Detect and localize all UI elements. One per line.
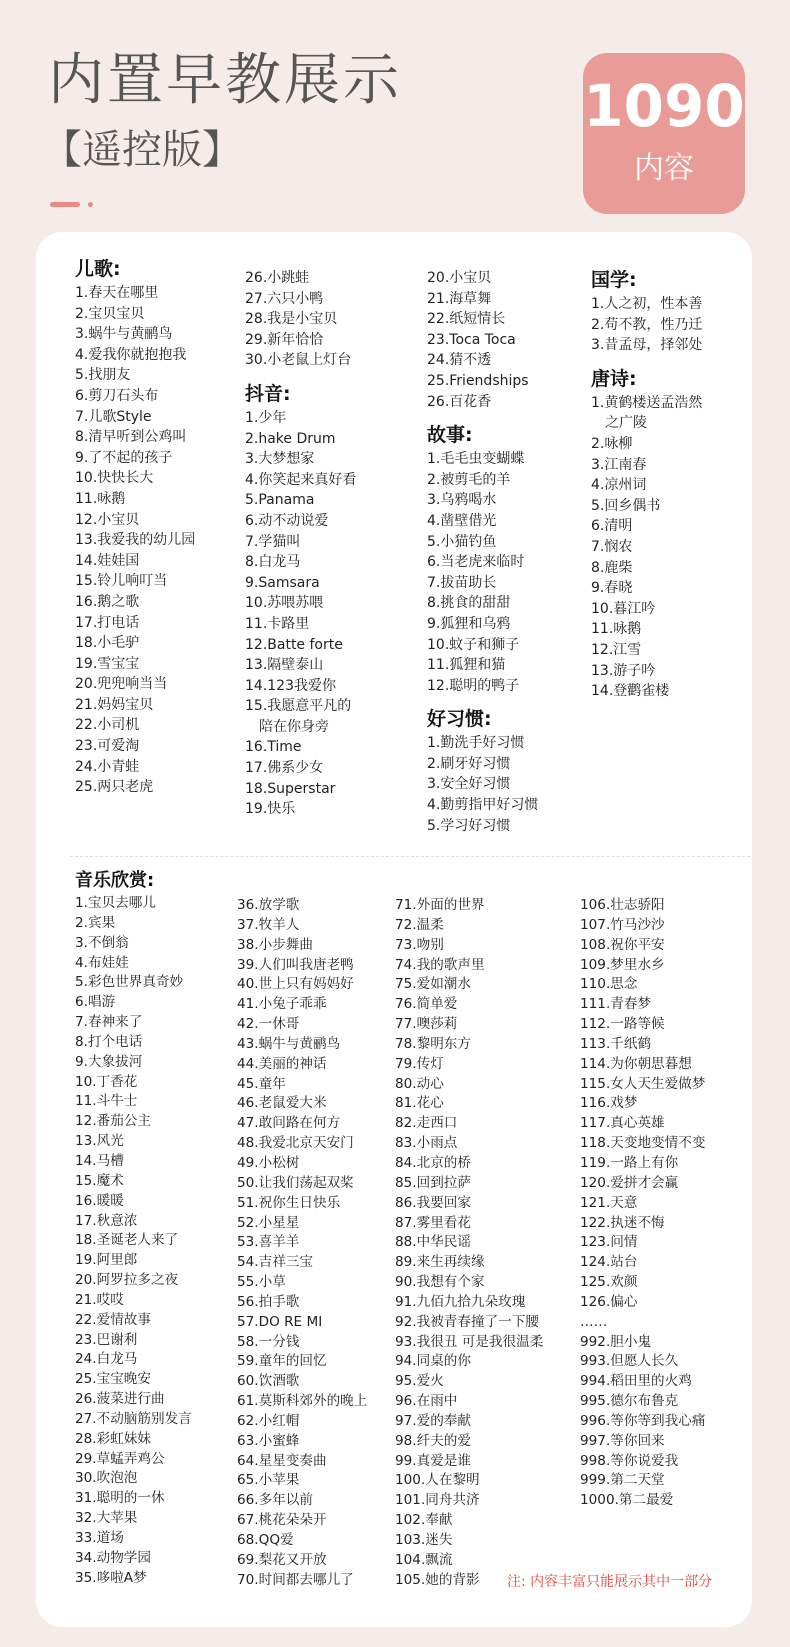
list-item: 91.九佰九拾九朵玫瑰 bbox=[395, 1293, 526, 1310]
list-item: 116.戏梦 bbox=[580, 1095, 638, 1112]
column-douyin bbox=[245, 268, 356, 820]
list-item: 7.春神来了 bbox=[75, 1014, 143, 1031]
list-item: 9.Samsara bbox=[245, 574, 320, 591]
list-item: 3.不倒翁 bbox=[75, 934, 129, 951]
list-item: 36.放学歌 bbox=[237, 897, 300, 913]
list-item: 24.白龙马 bbox=[75, 1351, 138, 1368]
list-item: 120.爱拼才会赢 bbox=[580, 1174, 679, 1191]
list-item: 6.剪刀石头布 bbox=[75, 387, 159, 404]
list-item: 44.美丽的神话 bbox=[237, 1055, 327, 1072]
list-item: 96.在雨中 bbox=[395, 1393, 458, 1410]
list-item: 4.勤剪指甲好习惯 bbox=[427, 797, 539, 814]
list-item: 35.哆啦A梦 bbox=[75, 1569, 147, 1586]
list-item: 89.来生再续缘 bbox=[395, 1254, 485, 1271]
list-item: 32.大苹果 bbox=[75, 1510, 138, 1527]
list-item: 121.天意 bbox=[580, 1194, 638, 1211]
list-item: 24.小青蛙 bbox=[75, 758, 140, 775]
list-item: 1.勤洗手好习惯 bbox=[427, 735, 525, 752]
list-item: 119.一路上有你 bbox=[580, 1154, 679, 1171]
list-item: 90.我想有个家 bbox=[395, 1274, 485, 1291]
douyin-list bbox=[245, 408, 356, 717]
column-music-4 bbox=[580, 896, 705, 1511]
list-item: 19.快乐 bbox=[245, 801, 296, 818]
list-item: 6.当老虎来临时 bbox=[427, 554, 525, 571]
list-item: 53.喜羊羊 bbox=[237, 1234, 300, 1251]
list-item: 15.铃儿响叮当 bbox=[75, 573, 168, 590]
list-item: 993.但愿人长久 bbox=[580, 1353, 679, 1370]
list-item: 33.道场 bbox=[75, 1530, 124, 1546]
section-divider bbox=[70, 856, 750, 857]
list-item: 9.大象拔河 bbox=[75, 1053, 143, 1070]
erge-list-continued bbox=[245, 268, 356, 371]
list-item: 30.小老鼠上灯台 bbox=[245, 352, 352, 369]
list-item: 29.草蜢弄鸡公 bbox=[75, 1450, 165, 1467]
list-item: 70.时间都去哪儿了 bbox=[237, 1571, 354, 1588]
list-item: 4.你笑起来真好看 bbox=[245, 471, 357, 488]
list-item: 1000.第二最爱 bbox=[580, 1492, 674, 1509]
accent-dash bbox=[50, 202, 80, 207]
list-item: 13.我爱我的幼儿园 bbox=[75, 532, 196, 549]
list-item: 50.让我们荡起双桨 bbox=[237, 1174, 354, 1191]
section-heading-guoxue: 国学: bbox=[591, 269, 637, 291]
list-item: 99.真爱是谁 bbox=[395, 1452, 471, 1469]
list-item: 100.人在黎明 bbox=[395, 1472, 480, 1489]
list-item: 3.乌鸦喝水 bbox=[427, 492, 497, 509]
page-title: 内置早教展示 bbox=[48, 48, 402, 113]
list-item: 5.Panama bbox=[245, 492, 315, 509]
list-item: 117.真心英雄 bbox=[580, 1115, 665, 1132]
list-item: 47.敢问路在何方 bbox=[237, 1115, 341, 1132]
list-item: 61.莫斯科郊外的晚上 bbox=[237, 1393, 368, 1410]
list-item: 73.吻别 bbox=[395, 936, 444, 953]
list-item: 80.动心 bbox=[395, 1075, 444, 1092]
list-item: 114.为你朝思暮想 bbox=[580, 1055, 692, 1072]
list-item: 6.动不动说爱 bbox=[245, 512, 329, 529]
list-item: 42.一休哥 bbox=[237, 1016, 300, 1033]
section-heading-douyin: 抖音: bbox=[245, 382, 291, 405]
list-item: 27.不动脑筋别发言 bbox=[75, 1410, 192, 1427]
list-item: 24.猜不透 bbox=[427, 352, 492, 369]
list-item: 126.偏心 bbox=[580, 1293, 638, 1310]
list-item: 21.妈妈宝贝 bbox=[75, 696, 154, 713]
section-heading-music: 音乐欣赏: bbox=[75, 870, 155, 891]
accent-dot bbox=[88, 202, 93, 207]
list-item: 3.安全好习惯 bbox=[427, 776, 511, 793]
list-item: 67.桃花朵朵开 bbox=[237, 1512, 327, 1529]
xiguan-list bbox=[427, 733, 538, 836]
list-item: 38.小步舞曲 bbox=[237, 936, 313, 953]
list-item: 3.大梦想家 bbox=[245, 451, 315, 468]
list-item: 1.毛毛虫变蝴蝶 bbox=[427, 451, 525, 468]
list-item: 115.女人天生爱做梦 bbox=[580, 1075, 706, 1092]
list-item: 4.爱我你就抱抱我 bbox=[75, 346, 187, 363]
list-item: 78.黎明东方 bbox=[395, 1035, 471, 1052]
page-subtitle: 【遥控版】 bbox=[42, 127, 242, 173]
list-item: 77.噢莎莉 bbox=[395, 1016, 458, 1033]
column-music-1 bbox=[75, 869, 192, 1589]
list-item: 94.同桌的你 bbox=[395, 1353, 471, 1370]
erge-list bbox=[75, 283, 195, 798]
list-item: 16.暖暖 bbox=[75, 1192, 124, 1209]
list-item: 2.苟不教，性乃迁 bbox=[591, 316, 703, 333]
list-item: 995.德尔布鲁克 bbox=[580, 1393, 679, 1410]
list-item: 11.咏鹅 bbox=[591, 621, 642, 638]
column-guoxue bbox=[591, 267, 702, 702]
list-item: 41.小兔子乖乖 bbox=[237, 996, 327, 1013]
list-item: 23.Toca Toca bbox=[427, 331, 516, 348]
tangshi-item-first: 1.黄鹤楼送孟浩然 bbox=[591, 394, 703, 411]
list-item: 5.回乡偶书 bbox=[591, 497, 661, 514]
list-item: 22.爱情故事 bbox=[75, 1311, 151, 1328]
list-item: 7.儿歌Style bbox=[75, 408, 152, 425]
douyin-list-continued bbox=[427, 268, 538, 412]
list-item: 1.人之初，性本善 bbox=[591, 296, 703, 312]
list-item: 13.风光 bbox=[75, 1133, 124, 1150]
list-item: 8.挑食的甜甜 bbox=[427, 595, 511, 612]
list-item: 54.吉祥三宝 bbox=[237, 1254, 313, 1271]
list-item: 111.青春梦 bbox=[580, 996, 652, 1013]
list-item: 63.小蜜蜂 bbox=[237, 1432, 300, 1449]
list-item: 95.爱火 bbox=[395, 1373, 444, 1390]
list-item: 5.找朋友 bbox=[75, 367, 131, 384]
list-item: 17.佛系少女 bbox=[245, 760, 324, 777]
list-item: 118.天变地变情不变 bbox=[580, 1135, 706, 1152]
list-item: 28.我是小宝贝 bbox=[245, 311, 338, 328]
music-list-4 bbox=[580, 896, 705, 1511]
list-item: 3.昔孟母，择邻处 bbox=[591, 337, 703, 354]
list-item: 124.站台 bbox=[580, 1254, 638, 1271]
list-item: 15.魔术 bbox=[75, 1172, 124, 1189]
list-item: 3.蜗牛与黄鹂鸟 bbox=[75, 326, 173, 343]
list-item: 49.小松树 bbox=[237, 1154, 300, 1171]
list-item: 10.苏喂苏喂 bbox=[245, 595, 324, 612]
list-item: 103.迷失 bbox=[395, 1532, 453, 1548]
list-item: 64.星星变奏曲 bbox=[237, 1452, 327, 1469]
list-item: 4.凿壁借光 bbox=[427, 512, 497, 529]
list-item: 4.凉州词 bbox=[591, 477, 647, 494]
list-item: 87.雾里看花 bbox=[395, 1214, 471, 1231]
list-item: 30.吹泡泡 bbox=[75, 1470, 138, 1487]
badge-label: 内容 bbox=[634, 151, 694, 186]
list-item: 11.咏鹅 bbox=[75, 490, 126, 507]
list-item: 113.千纸鹤 bbox=[580, 1035, 652, 1052]
list-item: 19.阿里郎 bbox=[75, 1252, 138, 1269]
list-item: 108.祝你平安 bbox=[580, 936, 665, 953]
music-list-1 bbox=[75, 894, 192, 1589]
list-item: 123.问情 bbox=[580, 1234, 638, 1251]
douyin-list-2 bbox=[245, 737, 356, 819]
music-list-2 bbox=[237, 896, 367, 1591]
tangshi-list bbox=[591, 434, 702, 702]
douyin-item-continuation: 陪在你身旁 bbox=[259, 718, 329, 735]
list-item: 7.学猫叫 bbox=[245, 533, 301, 550]
list-item: 999.第二天堂 bbox=[580, 1472, 665, 1489]
list-item: 125.欢颜 bbox=[580, 1274, 638, 1291]
list-item: 85.回到拉萨 bbox=[395, 1174, 471, 1191]
list-item: 10.蚊子和狮子 bbox=[427, 636, 520, 653]
list-item: 21.海草舞 bbox=[427, 290, 492, 307]
list-item: 39.人们叫我唐老鸭 bbox=[237, 956, 354, 973]
column-music-3 bbox=[395, 896, 543, 1591]
list-item: 1.春天在哪里 bbox=[75, 285, 159, 301]
list-item: 998.等你说爱我 bbox=[580, 1452, 679, 1469]
list-item: 992.胆小鬼 bbox=[580, 1333, 652, 1350]
list-item: 9.春晓 bbox=[591, 580, 633, 597]
list-item: 9.了不起的孩子 bbox=[75, 449, 173, 466]
list-item: 12.番茄公主 bbox=[75, 1113, 151, 1130]
list-item: 8.鹿柴 bbox=[591, 559, 633, 576]
list-item: 14.登鹳雀楼 bbox=[591, 683, 670, 700]
list-item: 34.动物学园 bbox=[75, 1549, 151, 1566]
list-item: 58.一分钱 bbox=[237, 1333, 300, 1350]
list-item: 6.唱游 bbox=[75, 994, 116, 1011]
list-item: 75.爱如潮水 bbox=[395, 976, 471, 993]
list-item: 20.小宝贝 bbox=[427, 270, 492, 286]
list-item: 55.小草 bbox=[237, 1274, 286, 1291]
list-item: 28.彩虹妹妹 bbox=[75, 1430, 151, 1447]
list-item: 2.宾果 bbox=[75, 914, 116, 931]
list-item: 21.哎哎 bbox=[75, 1291, 124, 1308]
list-item: 57.DO RE MI bbox=[237, 1313, 323, 1330]
list-item: 2.咏柳 bbox=[591, 435, 633, 452]
list-item: 59.童年的回忆 bbox=[237, 1353, 327, 1370]
list-item: 12.聪明的鸭子 bbox=[427, 677, 520, 694]
list-item: 6.清明 bbox=[591, 518, 633, 535]
list-item: 8.打个电话 bbox=[75, 1033, 143, 1050]
list-item: 60.饮酒歌 bbox=[237, 1373, 300, 1390]
list-item: 79.传灯 bbox=[395, 1055, 444, 1072]
list-item: 11.狐狸和猫 bbox=[427, 657, 506, 674]
list-item: 84.北京的桥 bbox=[395, 1154, 471, 1171]
list-item: 98.纤夫的爱 bbox=[395, 1432, 471, 1449]
list-item: 23.可爱淘 bbox=[75, 738, 140, 755]
list-item: 4.布娃娃 bbox=[75, 954, 129, 971]
list-item: 86.我要回家 bbox=[395, 1194, 471, 1211]
list-item: 10.丁香花 bbox=[75, 1073, 138, 1090]
list-item: 76.简单爱 bbox=[395, 996, 458, 1013]
music-list-3 bbox=[395, 896, 543, 1591]
list-item: 48.我爱北京天安门 bbox=[237, 1135, 354, 1152]
list-item: 17.打电话 bbox=[75, 614, 140, 631]
list-item: 46.老鼠爱大米 bbox=[237, 1095, 327, 1112]
list-item: 110.思念 bbox=[580, 976, 638, 993]
list-item: 10.快快长大 bbox=[75, 470, 154, 487]
section-heading-erge: 儿歌: bbox=[75, 258, 121, 280]
list-item: 12.江雪 bbox=[591, 641, 642, 658]
guoxue-list bbox=[591, 294, 702, 356]
list-item: 102.奉献 bbox=[395, 1512, 453, 1529]
list-item: 994.稻田里的火鸡 bbox=[580, 1373, 692, 1390]
list-item: 40.世上只有妈妈好 bbox=[237, 976, 354, 993]
list-item: 26.菠菜进行曲 bbox=[75, 1391, 165, 1408]
section-heading-tangshi: 唐诗: bbox=[591, 367, 637, 390]
list-item: 23.巴谢利 bbox=[75, 1331, 138, 1348]
list-item: 7.拔苗助长 bbox=[427, 574, 497, 591]
gushi-list bbox=[427, 449, 538, 696]
list-item: 82.走西口 bbox=[395, 1115, 458, 1132]
list-item: 107.竹马沙沙 bbox=[580, 916, 665, 933]
list-item: 18.小毛驴 bbox=[75, 635, 140, 652]
list-item: 69.梨花又开放 bbox=[237, 1551, 327, 1568]
list-item: 93.我很丑 可是我很温柔 bbox=[395, 1333, 544, 1350]
list-item: 12.Batte forte bbox=[245, 636, 343, 653]
list-item: 17.秋意浓 bbox=[75, 1212, 138, 1229]
list-item: 51.祝你生日快乐 bbox=[237, 1194, 341, 1211]
list-item: 62.小红帽 bbox=[237, 1412, 300, 1429]
list-item: 37.牧羊人 bbox=[237, 916, 300, 933]
list-item: 74.我的歌声里 bbox=[395, 956, 485, 973]
list-item: 97.爱的奉献 bbox=[395, 1412, 471, 1429]
list-item: 109.梦里水乡 bbox=[580, 956, 665, 973]
list-item: 43.蜗牛与黄鹂鸟 bbox=[237, 1035, 341, 1052]
list-item: 18.Superstar bbox=[245, 780, 336, 797]
list-item: 105.她的背影 bbox=[395, 1571, 480, 1588]
list-item: 7.悯农 bbox=[591, 538, 633, 555]
list-item: 29.新年恰恰 bbox=[245, 331, 324, 348]
badge-number: 1090 bbox=[583, 72, 745, 140]
list-item: 997.等你回来 bbox=[580, 1432, 665, 1449]
list-item: 52.小星星 bbox=[237, 1214, 300, 1231]
count-badge bbox=[583, 53, 745, 214]
list-item: 14.娃娃国 bbox=[75, 552, 140, 569]
list-item: 122.执迷不悔 bbox=[580, 1214, 665, 1231]
list-item: 2.刷牙好习惯 bbox=[427, 755, 511, 772]
list-item: 13.隔壁泰山 bbox=[245, 657, 324, 674]
list-item: 25.两只老虎 bbox=[75, 779, 154, 796]
list-item: 18.圣诞老人来了 bbox=[75, 1232, 179, 1249]
list-item: 88.中华民谣 bbox=[395, 1234, 471, 1251]
list-item: …… bbox=[580, 1313, 608, 1330]
list-item: 11.斗牛士 bbox=[75, 1093, 138, 1110]
list-item: 3.江南春 bbox=[591, 456, 647, 473]
list-item: 5.学习好习惯 bbox=[427, 817, 511, 834]
tangshi-item-continuation: 之广陵 bbox=[605, 415, 647, 432]
footer-note: 注: 内容丰富只能展示其中一部分 bbox=[507, 1574, 713, 1590]
list-item: 45.童年 bbox=[237, 1075, 286, 1092]
column-erge bbox=[75, 256, 195, 798]
list-item: 19.雪宝宝 bbox=[75, 655, 140, 672]
list-item: 996.等你等到我心痛 bbox=[580, 1412, 706, 1429]
list-item: 26.百花香 bbox=[427, 393, 492, 410]
list-item: 83.小雨点 bbox=[395, 1135, 458, 1152]
list-item: 112.一路等候 bbox=[580, 1016, 665, 1033]
section-heading-xiguan: 好习惯: bbox=[427, 708, 492, 731]
list-item: 1.少年 bbox=[245, 409, 287, 426]
list-item: 5.彩色世界真奇妙 bbox=[75, 974, 184, 991]
column-gushi bbox=[427, 268, 538, 836]
list-item: 13.游子吟 bbox=[591, 662, 656, 679]
list-item: 81.花心 bbox=[395, 1095, 444, 1112]
list-item: 2.被剪毛的羊 bbox=[427, 471, 511, 488]
list-item: 14.123我爱你 bbox=[245, 677, 336, 694]
list-item: 68.QQ爱 bbox=[237, 1532, 294, 1548]
list-item: 20.兜兜响当当 bbox=[75, 676, 168, 693]
list-item: 8.清早听到公鸡叫 bbox=[75, 429, 187, 446]
list-item: 92.我被青春撞了一下腰 bbox=[395, 1313, 539, 1330]
list-item: 25.Friendships bbox=[427, 372, 529, 389]
section-heading-gushi: 故事: bbox=[427, 424, 473, 447]
list-item: 16.鹅之歌 bbox=[75, 593, 140, 610]
list-item: 106.壮志骄阳 bbox=[580, 897, 665, 913]
list-item: 65.小苹果 bbox=[237, 1472, 300, 1489]
list-item: 9.狐狸和乌鸦 bbox=[427, 615, 511, 632]
list-item: 25.宝宝晚安 bbox=[75, 1371, 151, 1388]
list-item: 104.飘流 bbox=[395, 1551, 453, 1568]
list-item: 1.宝贝去哪儿 bbox=[75, 895, 156, 911]
list-item: 56.拍手歌 bbox=[237, 1293, 300, 1310]
list-item: 12.小宝贝 bbox=[75, 511, 140, 528]
list-item: 2.hake Drum bbox=[245, 430, 336, 447]
list-item: 101.同舟共济 bbox=[395, 1492, 480, 1509]
list-item: 31.聪明的一休 bbox=[75, 1490, 165, 1507]
column-music-2 bbox=[237, 896, 367, 1591]
list-item: 14.马槽 bbox=[75, 1152, 124, 1169]
list-item: 20.阿罗拉多之夜 bbox=[75, 1272, 179, 1289]
list-item: 71.外面的世界 bbox=[395, 897, 485, 913]
list-item: 10.暮江吟 bbox=[591, 600, 656, 617]
list-item: 27.六只小鸭 bbox=[245, 290, 324, 307]
list-item: 5.小猫钓鱼 bbox=[427, 533, 497, 550]
list-item: 8.白龙马 bbox=[245, 554, 301, 571]
list-item: 2.宝贝宝贝 bbox=[75, 305, 145, 322]
list-item: 72.温柔 bbox=[395, 916, 444, 933]
list-item: 66.多年以前 bbox=[237, 1492, 313, 1509]
list-item: 22.纸短情长 bbox=[427, 311, 506, 328]
list-item: 22.小司机 bbox=[75, 717, 140, 734]
list-item: 11.卡路里 bbox=[245, 615, 310, 632]
list-item: 26.小跳蛙 bbox=[245, 270, 310, 286]
list-item: 16.Time bbox=[245, 739, 302, 756]
list-item: 15.我愿意平凡的 bbox=[245, 698, 352, 715]
